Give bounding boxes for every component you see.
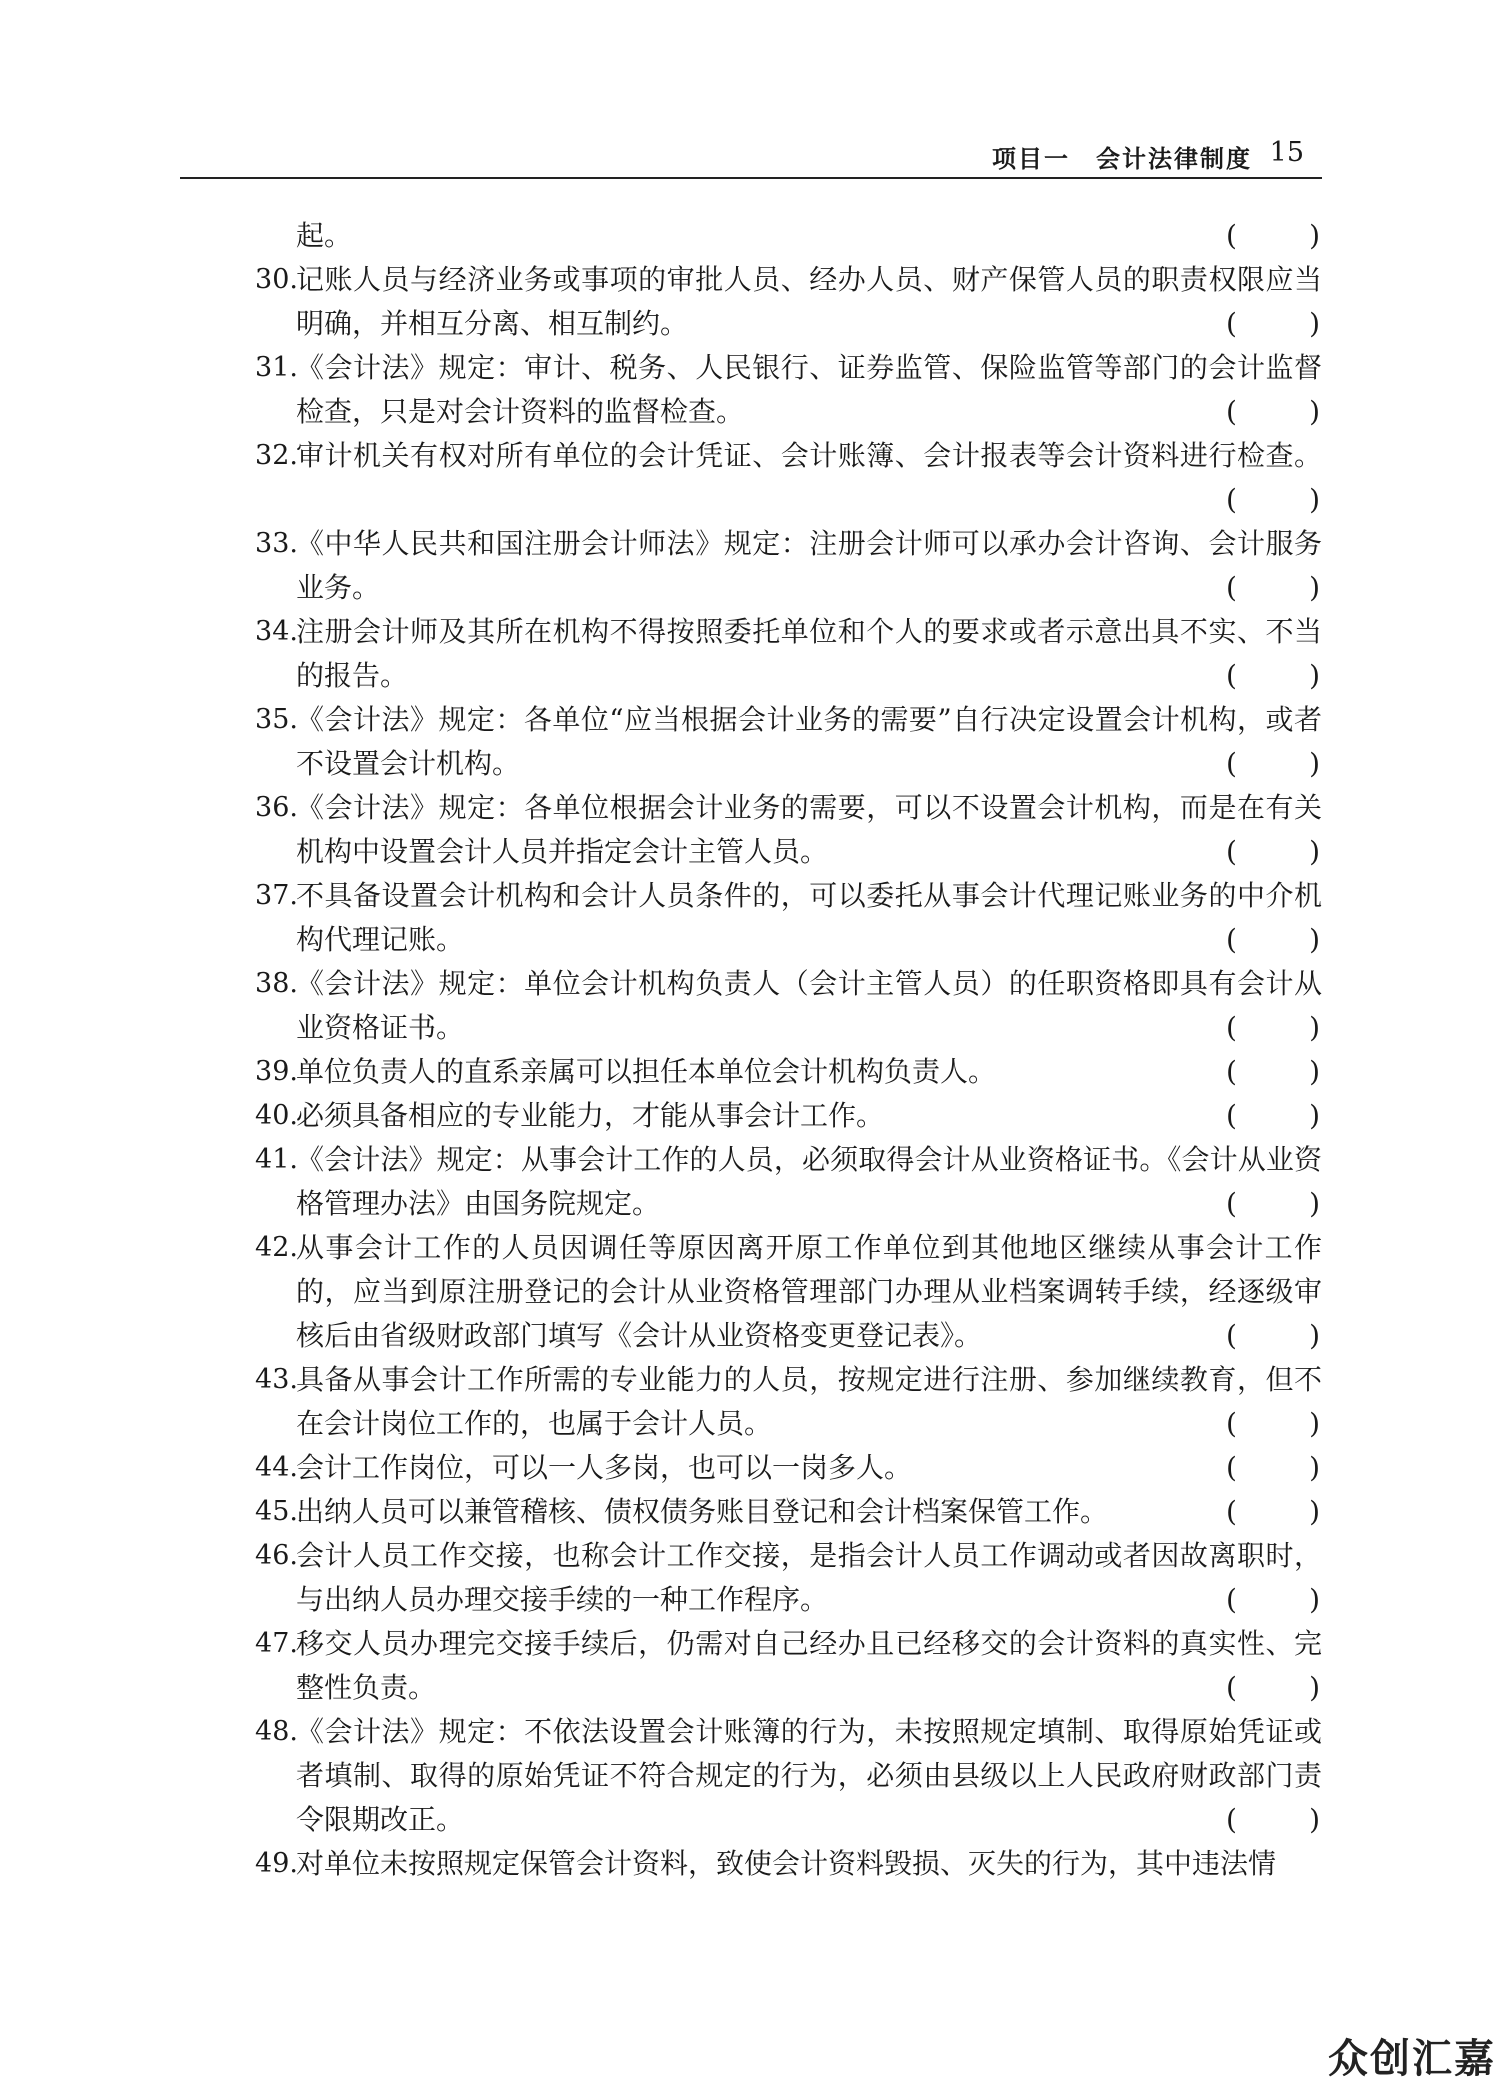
- paren-open: (: [1226, 659, 1237, 692]
- answer-parentheses: [1226, 1006, 1320, 1050]
- paren-open: (: [1226, 483, 1237, 516]
- question-text: 会计工作岗位，可以一人多岗，也可以一岗多人。: [296, 1451, 913, 1484]
- paren-close: ): [1309, 483, 1320, 516]
- answer-parentheses: [1226, 1050, 1320, 1094]
- question-text: 会计人员工作交接，也称会计工作交接，是指会计人员工作调动或者因故离职时，与出纳人员办理交接手续的一种工作程序。: [296, 1539, 1322, 1616]
- paren-close: ): [1309, 1451, 1320, 1484]
- question-item: [180, 346, 1322, 434]
- question-number: 30.: [255, 264, 298, 295]
- question-text: 起。: [296, 219, 353, 252]
- question-item: [180, 1842, 1322, 1886]
- question-text: 《会计法》规定：从事会计工作的人员，必须取得会计从业资格证书。《会计从业资格管理办法》由国务院规定。: [296, 1143, 1322, 1220]
- paren-open: (: [1226, 1407, 1237, 1440]
- question-text: 不具备设置会计机构和会计人员条件的，可以委托从事会计代理记账业务的中介机构代理记账。: [296, 879, 1322, 956]
- question-text: 《会计法》规定：不依法设置会计账簿的行为，未按照规定填制、取得原始凭证或者填制、取得的原始凭证不符合规定的行为，必须由县级以上人民政府财政部门责令限期改正。: [296, 1715, 1322, 1836]
- paren-close: ): [1309, 1407, 1320, 1440]
- paren-close: ): [1309, 1803, 1320, 1836]
- paren-open: (: [1226, 395, 1237, 428]
- question-text: 《会计法》规定：单位会计机构负责人（会计主管人员）的任职资格即具有会计从业资格证书。: [296, 967, 1322, 1044]
- paren-open: (: [1226, 1055, 1237, 1088]
- question-text: 《会计法》规定：审计、税务、人民银行、证券监管、保险监管等部门的会计监督检查，只是对会计资料的监督检查。: [296, 351, 1322, 428]
- question-item: [180, 1094, 1322, 1138]
- question-number: 44.: [255, 1452, 298, 1483]
- paren-open: (: [1226, 923, 1237, 956]
- answer-parentheses: [1226, 918, 1320, 962]
- paren-open: (: [1226, 571, 1237, 604]
- page-number: 15: [1269, 137, 1304, 168]
- question-text: 从事会计工作的人员因调任等原因离开原工作单位到其他地区继续从事会计工作的，应当到原注册登记的会计从业资格管理部门办理从业档案调转手续，经逐级审核后由省级财政部门填写《会计从业资格变更登记表》。: [296, 1231, 1322, 1352]
- answer-parentheses: [1226, 654, 1320, 698]
- question-number: 40.: [255, 1100, 298, 1131]
- question-text: 审计机关有权对所有单位的会计凭证、会计账簿、会计报表等会计资料进行检查。: [296, 439, 1322, 472]
- question-text: 注册会计师及其所在机构不得按照委托单位和个人的要求或者示意出具不实、不当的报告。: [296, 615, 1322, 692]
- question-item: [180, 214, 1322, 258]
- paren-open: (: [1226, 747, 1237, 780]
- question-item: [180, 522, 1322, 610]
- watermark-logo: 众创汇嘉: [1328, 2036, 1496, 2082]
- paren-close: ): [1309, 835, 1320, 868]
- question-number: 47.: [255, 1628, 298, 1659]
- question-text: 必须具备相应的专业能力，才能从事会计工作。: [296, 1099, 885, 1132]
- question-number: 32.: [255, 440, 298, 471]
- question-item: [180, 1446, 1322, 1490]
- paren-open: (: [1226, 1011, 1237, 1044]
- answer-parentheses: [1226, 830, 1320, 874]
- question-text: 《中华人民共和国注册会计师法》规定：注册会计师可以承办会计咨询、会计服务业务。: [296, 527, 1322, 604]
- answer-parentheses: [1226, 1094, 1320, 1138]
- question-number: 45.: [255, 1496, 298, 1527]
- paren-close: ): [1309, 1099, 1320, 1132]
- answer-parentheses: [1226, 1578, 1320, 1622]
- question-item: [180, 1226, 1322, 1358]
- question-text: 具备从事会计工作所需的专业能力的人员，按规定进行注册、参加继续教育，但不在会计岗位工作的，也属于会计人员。: [296, 1363, 1322, 1440]
- answer-parentheses: [1226, 1314, 1320, 1358]
- answer-parentheses: [1226, 1182, 1320, 1226]
- question-item: [180, 1622, 1322, 1710]
- question-number: 38.: [255, 968, 298, 999]
- paren-close: ): [1309, 219, 1320, 252]
- paren-close: ): [1309, 1671, 1320, 1704]
- question-item: [180, 1534, 1322, 1622]
- question-number: 49.: [255, 1848, 298, 1879]
- paren-open: (: [1226, 1099, 1237, 1132]
- answer-parentheses: [1226, 302, 1320, 346]
- question-number: 35.: [255, 704, 298, 735]
- question-item: [180, 1358, 1322, 1446]
- paren-close: ): [1309, 1187, 1320, 1220]
- question-text: 记账人员与经济业务或事项的审批人员、经办人员、财产保管人员的职责权限应当明确，并相互分离、相互制约。: [296, 263, 1322, 340]
- question-number: 42.: [255, 1232, 298, 1263]
- question-number: 36.: [255, 792, 298, 823]
- paren-open: (: [1226, 1187, 1237, 1220]
- question-number: 43.: [255, 1364, 298, 1395]
- paren-open: (: [1226, 1671, 1237, 1704]
- page-header: [180, 135, 1322, 179]
- question-text: 对单位未按照规定保管会计资料，致使会计资料毁损、灭失的行为，其中违法情: [296, 1847, 1277, 1880]
- paren-close: ): [1309, 747, 1320, 780]
- question-number: 33.: [255, 528, 298, 559]
- question-item: [180, 434, 1322, 522]
- paren-close: ): [1309, 1011, 1320, 1044]
- paren-close: ): [1309, 659, 1320, 692]
- paren-open: (: [1226, 1319, 1237, 1352]
- question-text: 单位负责人的直系亲属可以担任本单位会计机构负责人。: [296, 1055, 997, 1088]
- question-number: 41.: [255, 1144, 298, 1175]
- answer-parentheses: [1226, 478, 1320, 522]
- question-item: [180, 698, 1322, 786]
- question-item: [180, 1050, 1322, 1094]
- question-list: [180, 214, 1322, 1886]
- answer-parentheses: [1226, 1666, 1320, 1710]
- paren-open: (: [1226, 219, 1237, 252]
- question-number: 37.: [255, 880, 298, 911]
- paren-close: ): [1309, 307, 1320, 340]
- paren-close: ): [1309, 923, 1320, 956]
- paren-open: (: [1226, 1451, 1237, 1484]
- answer-parentheses: [1226, 1446, 1320, 1490]
- question-item: [180, 610, 1322, 698]
- paren-open: (: [1226, 1583, 1237, 1616]
- question-item: [180, 874, 1322, 962]
- question-text: 《会计法》规定：各单位“应当根据会计业务的需要”自行决定设置会计机构，或者不设置会计机构。: [296, 703, 1322, 780]
- question-item: [180, 258, 1322, 346]
- paren-close: ): [1309, 1495, 1320, 1528]
- paren-close: ): [1309, 571, 1320, 604]
- answer-parentheses: [1226, 1490, 1320, 1534]
- question-item: [180, 786, 1322, 874]
- paren-open: (: [1226, 835, 1237, 868]
- paren-open: (: [1226, 307, 1237, 340]
- question-item: [180, 1138, 1322, 1226]
- paren-open: (: [1226, 1803, 1237, 1836]
- question-text: 出纳人员可以兼管稽核、债权债务账目登记和会计档案保管工作。: [296, 1495, 1109, 1528]
- answer-parentheses: [1226, 1798, 1320, 1842]
- answer-parentheses: [1226, 1402, 1320, 1446]
- paren-close: ): [1309, 1583, 1320, 1616]
- paren-close: ): [1309, 1055, 1320, 1088]
- answer-parentheses: [1226, 566, 1320, 610]
- answer-parentheses: [1226, 390, 1320, 434]
- question-number: 34.: [255, 616, 298, 647]
- question-number: 46.: [255, 1540, 298, 1571]
- question-item: [180, 1710, 1322, 1842]
- question-number: 48.: [255, 1716, 298, 1747]
- question-number: 39.: [255, 1056, 298, 1087]
- answer-parentheses: [1226, 214, 1320, 258]
- header-title: 项目一 会计法律制度: [992, 145, 1252, 173]
- paren-close: ): [1309, 395, 1320, 428]
- paren-close: ): [1309, 1319, 1320, 1352]
- answer-parentheses: [1226, 742, 1320, 786]
- question-text: 《会计法》规定：各单位根据会计业务的需要，可以不设置会计机构，而是在有关机构中设置会计人员并指定会计主管人员。: [296, 791, 1322, 868]
- question-text: 移交人员办理完交接手续后，仍需对自己经办且已经移交的会计资料的真实性、完整性负责。: [296, 1627, 1322, 1704]
- question-number: 31.: [255, 352, 298, 383]
- question-item: [180, 962, 1322, 1050]
- paren-open: (: [1226, 1495, 1237, 1528]
- question-item: [180, 1490, 1322, 1534]
